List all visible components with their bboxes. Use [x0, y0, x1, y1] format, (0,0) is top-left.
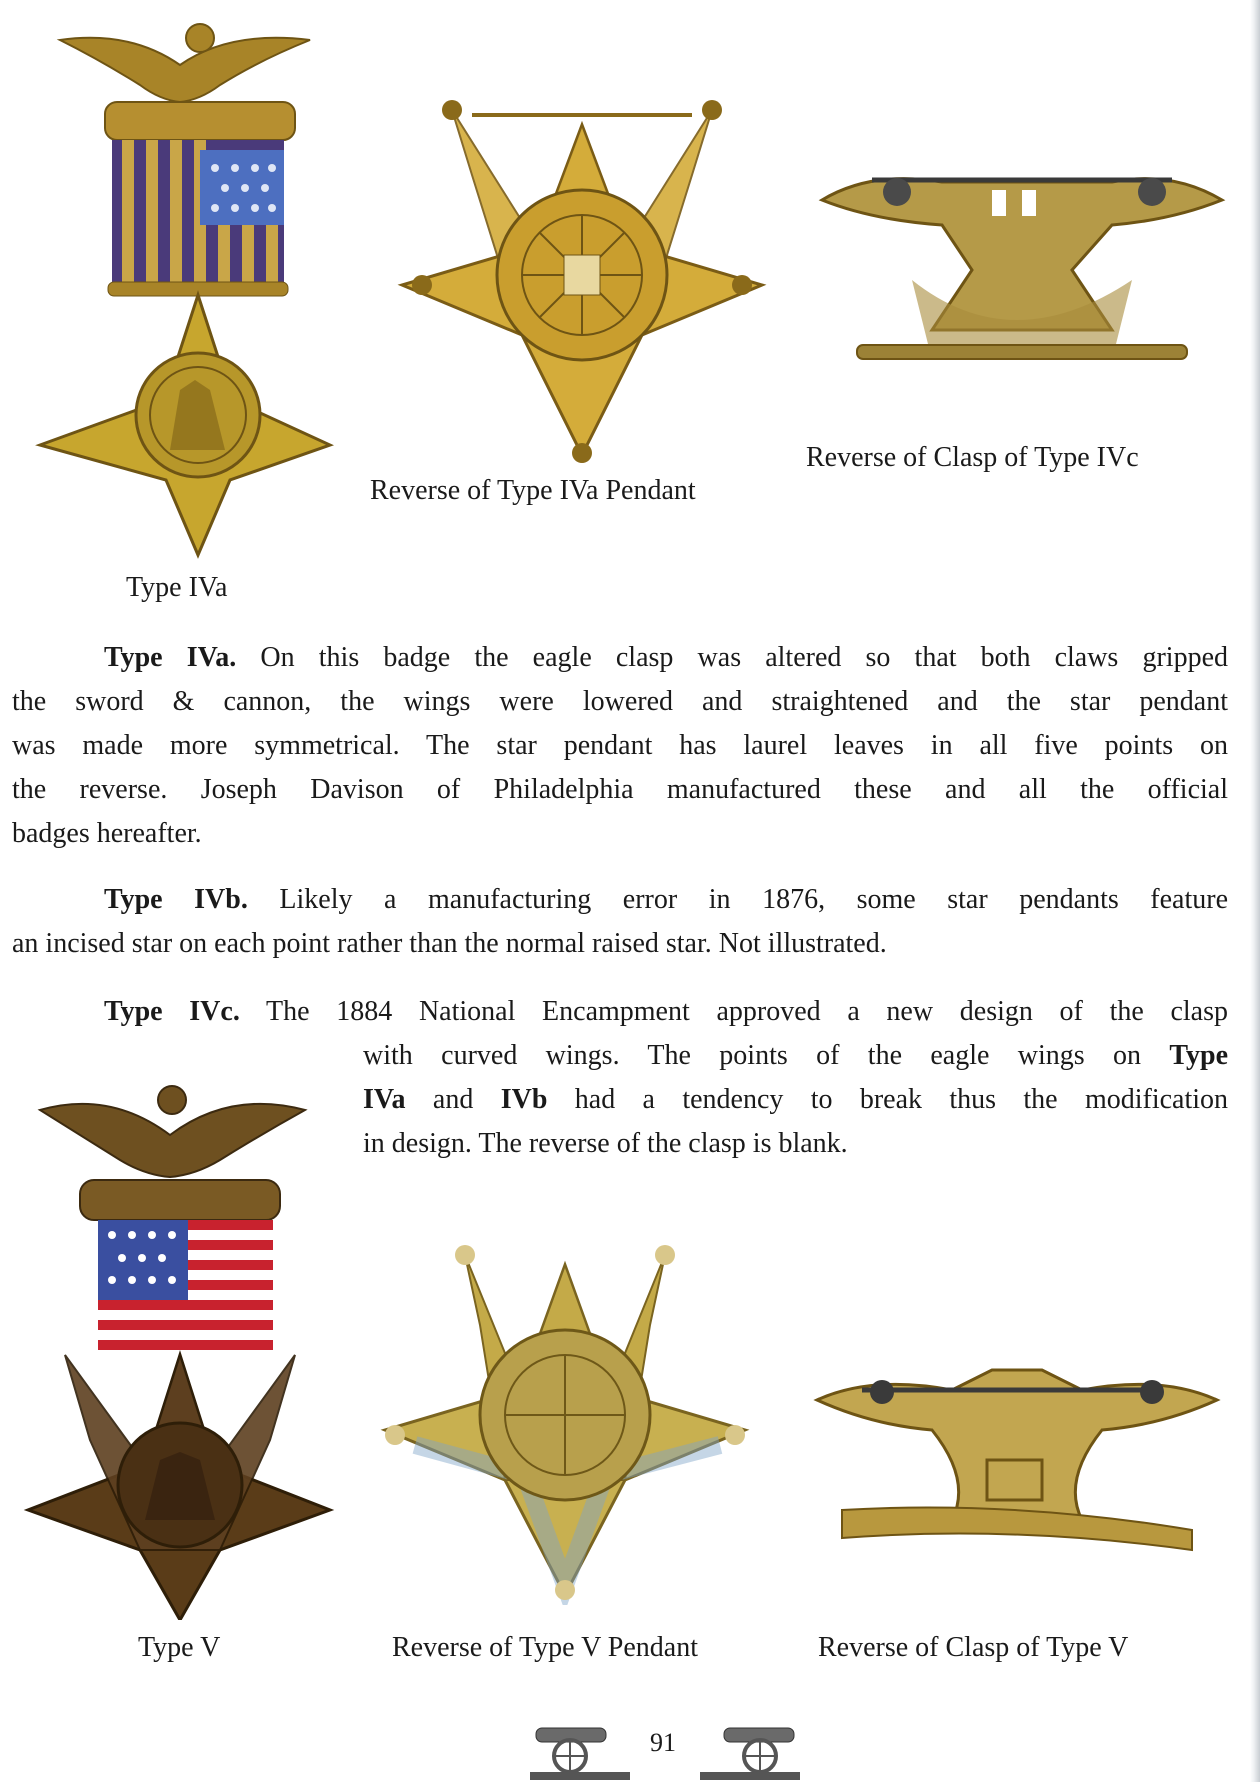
caption-type-iva: Type IVa — [126, 572, 228, 603]
type-v-badge-image — [20, 1080, 340, 1620]
paragraph-ivc-line-2: with curved wings. The points of the eagle wings on — [363, 1040, 1142, 1071]
cannon-ornament-right — [700, 1718, 800, 1782]
reverse-clasp-v-image — [812, 1360, 1222, 1580]
paragraph-iva-line-4: the reverse. Joseph Davison of Philadelphia manufactured these and all the official — [12, 774, 1228, 805]
type-word-bold: Type — [1169, 1040, 1229, 1071]
paragraph-type-ivc-wrapped — [363, 1034, 1228, 1166]
reverse-v-pendant-image — [375, 1245, 755, 1605]
ivb-bold: IVb — [500, 1084, 548, 1115]
paragraph-ivc-line-4: in design. The reverse of the clasp is blank. — [363, 1128, 848, 1159]
iva-bold: IVa — [363, 1084, 406, 1115]
paragraph-iva-line-1: On this badge the eagle clasp was altered so that both claws gripped — [260, 642, 1228, 673]
caption-reverse-clasp-ivc: Reverse of Clasp of Type IVc — [806, 442, 1139, 473]
and-word: and — [432, 1084, 474, 1115]
page-number: 91 — [650, 1728, 676, 1757]
paragraph-iva-line-3: was made more symmetrical. The star pendant has laurel leaves in all five points on — [12, 730, 1228, 761]
cannon-ornament-left — [530, 1718, 630, 1782]
paragraph-ivc-line-3: had a tendency to break thus the modification — [574, 1084, 1229, 1115]
caption-reverse-iva-pendant: Reverse of Type IVa Pendant — [370, 475, 696, 506]
type-iva-badge-image — [20, 10, 340, 560]
heading-type-ivb: Type IVb. — [104, 884, 248, 915]
paragraph-type-ivc — [104, 990, 1228, 1034]
paragraph-type-ivb — [12, 878, 1228, 966]
paragraph-ivc-line-1: The 1884 National Encampment approved a new design of the clasp — [266, 996, 1228, 1027]
paragraph-ivb-line-1: Likely a manufacturing error in 1876, some star pendants feature — [279, 884, 1229, 915]
paragraph-iva-line-5: badges hereafter. — [12, 818, 202, 849]
reverse-clasp-ivc-image — [812, 160, 1228, 380]
paragraph-type-iva — [12, 636, 1228, 856]
heading-type-iva: Type IVa. — [104, 642, 237, 673]
caption-reverse-clasp-v: Reverse of Clasp of Type V — [818, 1632, 1129, 1663]
caption-type-v: Type V — [138, 1632, 221, 1663]
paragraph-iva-line-2: the sword & cannon, the wings were lowered and straightened and the star pendant — [12, 686, 1228, 717]
paragraph-ivb-line-2: an incised star on each point rather than the normal raised star. Not illustrated. — [12, 928, 887, 959]
heading-type-ivc: Type IVc. — [104, 996, 240, 1027]
caption-reverse-v-pendant: Reverse of Type V Pendant — [392, 1632, 698, 1663]
page-edge — [1250, 0, 1260, 1782]
reverse-iva-pendant-image — [392, 95, 772, 465]
